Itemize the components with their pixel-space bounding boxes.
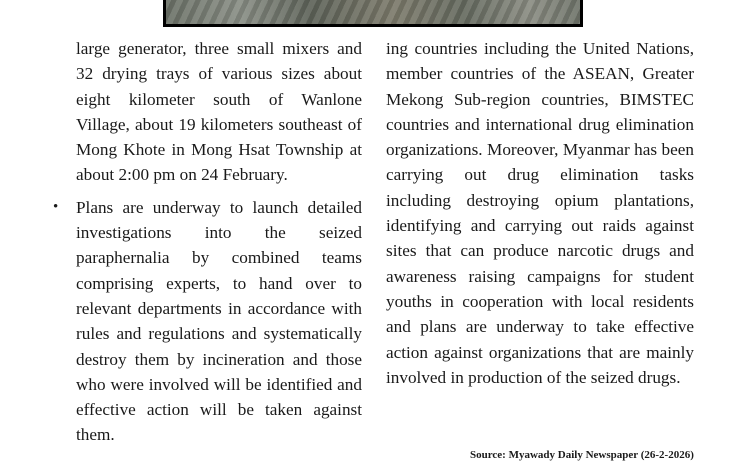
continued-paragraph: large generator, three small mixers and 32 drying trays of various sizes about eight kilometer south of Wanlone Village, about 19 kilometers southeast of Mong Khote in Mong Hsat Township at about 2:00 pm on 24 February.	[76, 39, 362, 185]
bullet-list-item	[53, 195, 362, 448]
source-citation: Source: Myawady Daily Newspaper (26-2-2026)	[470, 449, 694, 461]
right-column	[386, 36, 694, 390]
continued-paragraph: ing countries including the United Nations, member countries of the ASEAN, Greater Mekong Sub-region countries, BIMSTEC countries and international drug elimination organizations. Moreover, Myanmar has been carrying out drug elimination tasks including destroying opium plantations, identifying and carrying out raids against sites that can produce narcotic drugs and awareness raising campaigns for student youths in cooperation with local residents and plans are underway to take effective action against organizations that are mainly involved in production of the seized drugs.	[386, 39, 694, 387]
bullet-icon: •	[53, 198, 59, 215]
left-column	[53, 36, 362, 448]
bullet-text: Plans are underway to launch detailed investigations into the seized paraphernalia by combined teams comprising experts, to hand over to relevant departments in accordance with rules and regulations and systematically destroy them by incineration and those who were involved will be identified and effective action will be taken against them.	[76, 197, 362, 445]
seized-paraphernalia-photo	[163, 0, 583, 27]
